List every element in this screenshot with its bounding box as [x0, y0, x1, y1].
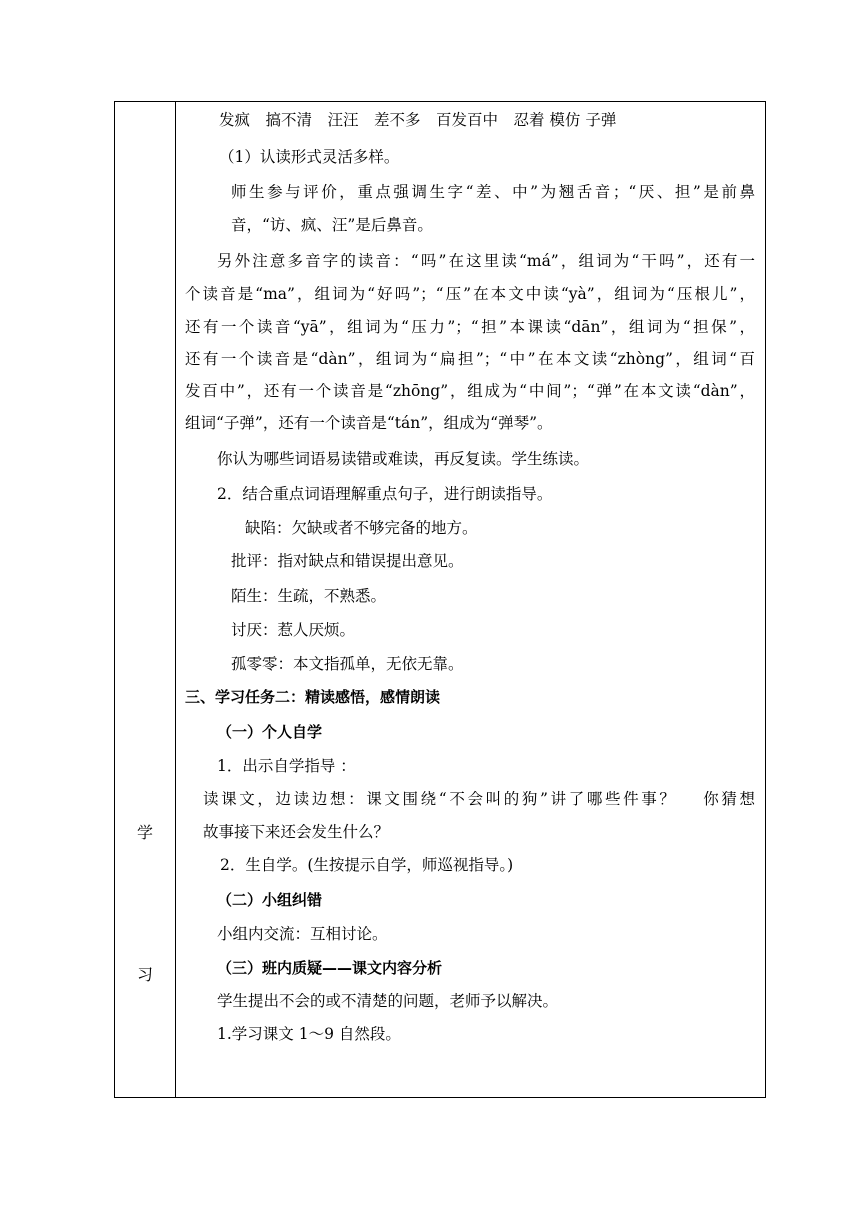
text-line: 师生参与评价，重点强调生字“差、中”为翘舌音；“厌、担”是前鼻 [231, 183, 755, 201]
text-line: 个读音是“ma”，组词为“好吗”；“压”在本文中读“yà”，组词为“压根儿”， [185, 285, 755, 303]
vocab-line: 发疯 搞不清 汪汪 差不多 百发百中 忍着 模仿 子弹 [219, 111, 617, 129]
definition-line: 批评：指对缺点和错误提出意见。 [231, 552, 464, 570]
subsection-heading: （三）班内质疑——课文内容分析 [217, 959, 443, 977]
definition-line: 讨厌：惹人厌烦。 [231, 621, 356, 639]
text-line: 1.学习课文 1～9 自然段。 [217, 1025, 401, 1043]
text-line: 还有一个读音“yā”，组词为“压力”；“担”本课读“dān”，组词为“担保”， [185, 318, 755, 336]
side-label: 习 [136, 965, 153, 984]
text-line: 发百中”，还有一个读音是“zhōng”，组成为“中间”；“弹”在本文读“dàn”， [185, 382, 755, 400]
section-heading: 三、学习任务二：精读感悟，感情朗读 [185, 688, 441, 706]
text-line: 还有一个读音是“dàn”，组词为“扁担”；“中”在本文读“zhòng”，组词“百 [185, 350, 755, 368]
definition-line: 孤零零：本文指孤单，无依无靠。 [231, 655, 464, 673]
subsection-heading: （一）个人自学 [217, 723, 323, 741]
text-line: 2．生自学。(生按提示自学，师巡视指导。) [220, 856, 514, 874]
text-line: （1）认读形式灵活多样。 [219, 148, 400, 166]
text-line: 1．出示自学指导 ： [217, 757, 356, 775]
text-line: 音，“访、疯、汪”是后鼻音。 [231, 216, 433, 234]
side-label: 学 [136, 823, 153, 842]
text-line: 学生提出不会的或不清楚的问题，老师予以解决。 [217, 992, 559, 1010]
definition-line: 缺陷：欠缺或者不够完备的地方。 [245, 519, 478, 537]
text-line: 组词“子弹”，还有一个读音是“tán”，组成为“弹琴”。 [185, 414, 553, 432]
text-line: 2．结合重点词语理解重点句子，进行朗读指导。 [217, 485, 553, 503]
text-line: 另外注意多音字的读音：“吗”在这里读“má”，组词为“干吗”，还有一 [217, 252, 755, 270]
subsection-heading: （二）小组纠错 [217, 891, 323, 909]
text-line: 故事接下来还会发生什么？ [203, 823, 390, 841]
text-line: 你认为哪些词语易读错或难读，再反复读。学生练读。 [217, 450, 590, 468]
text-line: 小组内交流：互相讨论。 [217, 925, 388, 943]
text-line: 读课文，边读边想：课文围绕“不会叫的狗”讲了哪些件事？ 你猜想 [203, 790, 755, 808]
side-column [115, 102, 176, 1097]
definition-line: 陌生：生疏，不熟悉。 [231, 587, 387, 605]
